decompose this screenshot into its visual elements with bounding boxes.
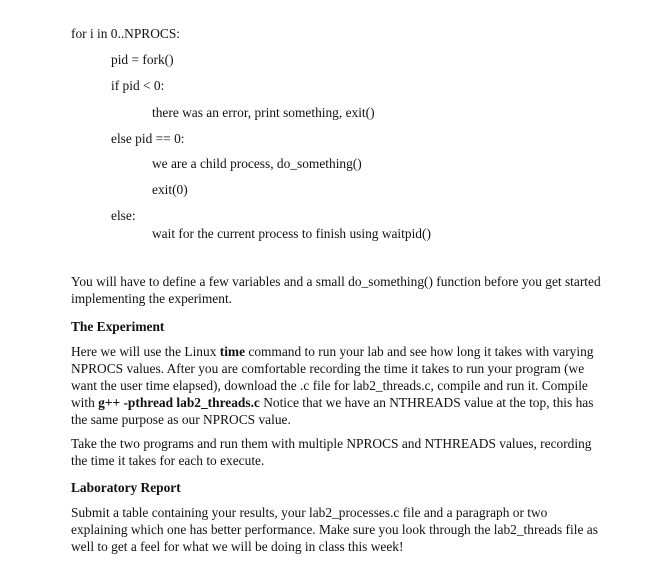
code-else-pid-line: else pid == 0: — [111, 131, 185, 146]
compile-command: g++ -pthread lab2_threads.c — [98, 395, 260, 410]
experiment-paragraph-1 — [71, 343, 603, 428]
experiment-paragraph-2: Take the two programs and run them with multiple NPROCS and NTHREADS values, recording the time it takes for each to execute. — [71, 436, 592, 468]
intro-paragraph: You will have to define a few variables and a small do_something() function before you get started implementing the experiment. — [71, 274, 601, 306]
code-error-line: there was an error, print something, exit() — [152, 105, 375, 120]
experiment-heading: The Experiment — [71, 319, 165, 334]
report-paragraph: Submit a table containing your results, your lab2_processes.c file and a paragraph or two explaining which one has better performance. Make sure you look through the lab2_threads file as well to get a feel for what we will be doing in class this week! — [71, 505, 598, 554]
experiment-text-b: command to run your lab and see how long it takes with varying NPROCS values. After you are comfortable recording the time it takes to run your program (we want the user time elapsed), download the .c file for lab2_threads.c, compile and run it. Compile with — [71, 344, 594, 410]
code-pid-fork: pid = fork() — [111, 52, 174, 67]
code-wait-line: wait for the current process to finish using waitpid() — [152, 226, 431, 241]
code-for-line: for i in 0..NPROCS: — [71, 26, 181, 41]
code-child-line: we are a child process, do_something() — [152, 156, 362, 171]
code-if-line: if pid < 0: — [111, 78, 165, 93]
time-command: time — [219, 344, 246, 359]
experiment-text-c: Notice that we have an NTHREADS value at the top, this has the same purpose as our NPROCS value. — [71, 395, 594, 427]
code-exit-line: exit(0) — [152, 182, 188, 197]
experiment-text-a: Here we will use the Linux — [71, 344, 220, 359]
report-heading: Laboratory Report — [71, 480, 181, 495]
code-else-line: else: — [111, 208, 136, 223]
